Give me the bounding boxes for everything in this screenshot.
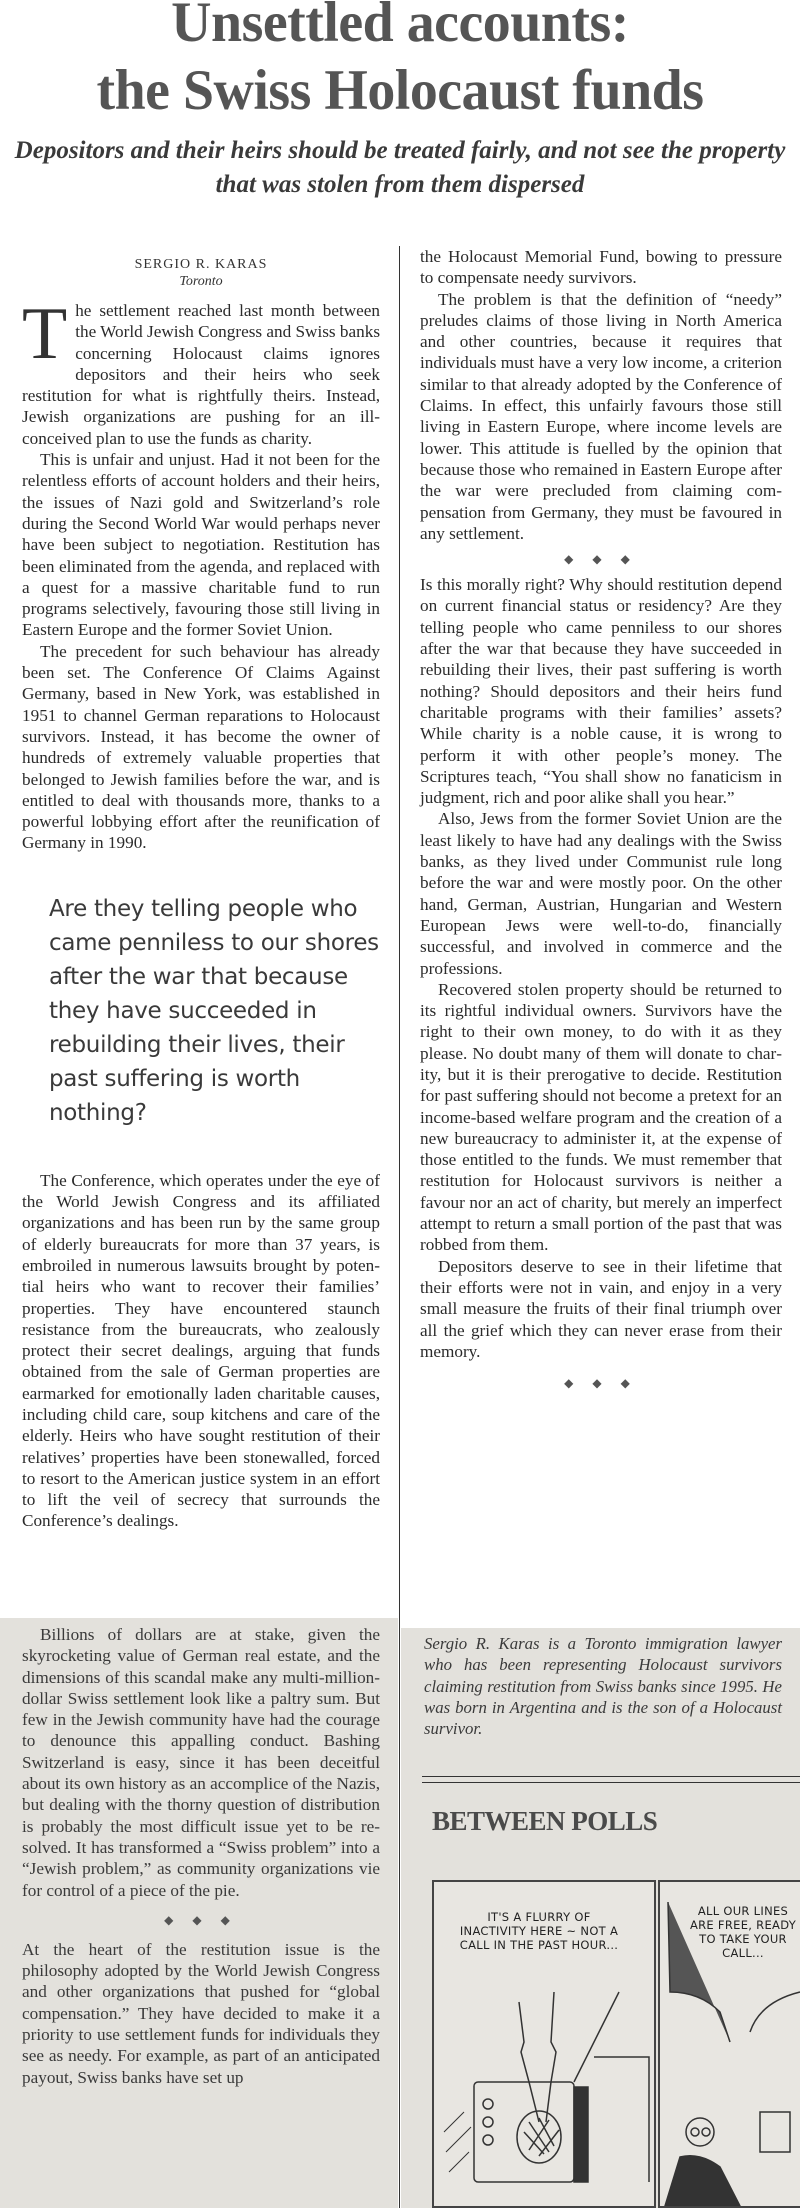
- deck-subheadline: Depositors and their heirs should be treated fairly, and not see the property that was stolen from them dispersed: [14, 137, 786, 198]
- double-rule: [422, 1776, 800, 1783]
- left-column: [22, 246, 380, 1532]
- cartoon-panel-2: [658, 1880, 800, 2208]
- paragraph: Depositors deserve to see in their lifetime that their efforts were not in vain, and enjoy in a very small measure the fruits of their final triumph over all the grief which they can never erase from their memory.: [420, 1256, 782, 1361]
- cartoon-panel-1: [432, 1880, 656, 2208]
- wall-line: [594, 2057, 649, 2182]
- paragraph: Also, Jews from the former Soviet Union are the least likely to have had any dealings with the Swiss banks, as they lived under Communist rule long before the war and were mostly poor. On the other hand, German, Austrian, Hungarian and Western European Jews were well-to-do, financially successful, and involved in commerce and the professions.: [420, 809, 782, 978]
- paragraph: Is this morally right? Why should restitution depend on current financial status or residency? Are they telling people who came penniless to our shores after the war that because they have succeeded in rebuilding their lives, their past suffering is worth nothing? Should depositors and their heirs fund charitable programs with their families’ assets? While charity is a noble cause, it is wrong to perform it with other people’s money. The Scriptures teach, “You shall show no fanaticism in judgment, rich and poor alike shall you hear.”: [420, 575, 782, 808]
- paragraph: Billions of dollars are at stake, given the skyrocketing value of German real estate, and the dimensions of this scandal make any multi-million-dollar Swiss settlement look like a paltry sum. But few in the Jewish community have had the courage to denounce this appalling conduct. Bashing Switzerland is easy, since it has been deceitful about its own history as an accomplice of the Nazis, but dealing with the thorny question of distribution is probably the most difficult issue yet to be resolved. It has transformed a “Swiss problem” into a “Jewish problem,” as community organizations vie for control of a piece of the pie.: [22, 1625, 380, 1900]
- cartoon-caption-1: IT'S A FLURRY OF INACTIVITY HERE ~ NOT A CALL IN THE PAST HOUR...: [459, 1910, 619, 1952]
- radio-illustration: [434, 1882, 654, 2206]
- pull-quote: Are they telling people who came penniless to our shores after the war that because they have succeeded in rebuilding their lives, their past suffering is worth nothing?: [49, 895, 379, 1126]
- byline: SERGIO R. KARAS: [134, 257, 268, 272]
- operator-illustration: [660, 1882, 800, 2206]
- radio-knob: [483, 2099, 493, 2109]
- right-column: [420, 246, 782, 1398]
- radio-side: [574, 2087, 588, 2182]
- chair-back: [668, 1902, 730, 2042]
- cartoon-caption-2: ALL OUR LINES ARE FREE, READY TO TAKE YOUR CALL...: [689, 1904, 797, 1960]
- hatching: [444, 2112, 471, 2172]
- speaker-grille: [524, 2118, 559, 2156]
- headline: [8, 0, 792, 124]
- paragraph: the Holocaust Memorial Fund, bowing to pressure to compensate needy survivors.: [420, 247, 782, 288]
- cartoon-title: BETWEEN POLLS: [432, 1806, 658, 1836]
- section-separator: ◆ ◆ ◆: [564, 552, 638, 567]
- phone-console: [760, 2112, 790, 2152]
- column-divider: [399, 246, 400, 2208]
- paragraph: The Conference, which operates under the eye of the World Jewish Congress and its affiliated organizations and has been run by the same group of elderly bureaucrats for more than 37 years, is embroiled in numerous lawsuits brought by potential heirs who want to recover their families’ properties. They have encountered staunch resistance from the bureaucrats, who zealously protect their secret dealings, arguing that funds obtained from the sale of German properties are earmarked for emotionally laden charitable causes, including child care, soup kitchens and care of the elderly. Heirs who have sought restitution of their relatives’ properties have been stonewalled, forced to resort to the American justice system in an effort to lift the veil of secrecy that surrounds the Conference’s dealings.: [22, 1170, 380, 1531]
- section-separator: ◆ ◆ ◆: [164, 1912, 238, 1927]
- radio-knob: [483, 2135, 493, 2145]
- phone-cord: [750, 1992, 800, 2032]
- glasses: [691, 2128, 699, 2136]
- drop-cap: T: [22, 293, 68, 375]
- dateline: Toronto: [179, 274, 223, 289]
- author-bio: Sergio R. Karas is a Toronto immigration lawyer who has been representing Holocaust survivors claiming restitution from Swiss banks since 1995. He was born in Argentina and is the son of a Holocaust survivor.: [424, 1634, 782, 1739]
- headline-line-1: Unsettled accounts:: [171, 0, 629, 54]
- paragraph: This is unfair and unjust. Had it not been for the relentless efforts of account holders and their heirs, the issues of Nazi gold and Switzerland’s role during the Second World War would perhaps never have been subject to negotiation. Restitution has been eliminated from the agenda, and replaced with a quest for a massive charitable fund to run programs selectively, favouring those still living in Eastern Europe and the former Soviet Union.: [22, 450, 380, 640]
- operator-body: [665, 2156, 740, 2206]
- sound-line: [546, 1992, 556, 2122]
- headline-line-2: the Swiss Holocaust funds: [96, 59, 704, 122]
- sound-line: [519, 2002, 539, 2122]
- paragraph: The problem is that the definition of “needy” preludes claims of those living in North America and other countries, because it requires that individuals must have a very low income, a criterion similar to that already adopted by the Conference of Claims. In effect, this unfairly favours those still living in Eastern Europe, where income levels are lower. This attitude is fuelled by the opinion that because those who remained in Eastern Europe after the war were precluded from claiming compensation from Germany, they must be favoured in any settlement.: [420, 289, 782, 543]
- paragraph-lead: The settlement reached last month between the World Jewish Congress and Swiss banks concerning Holocaust claims ignores depositors and their heirs who seek restitution for what is rightfully theirs. Instead, Jewish organizations are pushing for an ill-conceived plan to use the funds as charity.: [22, 293, 381, 448]
- paragraph: The precedent for such behaviour has already been set. The Conference Of Claims Against Germany, based in New York, was established in 1951 to channel German reparations to Holocaust survivors. Instead, it has become the owner of hundreds of extremely valuable properties that belonged to Jewish families before the war, and is entitled to deal with thousands more, thanks to a powerful lobbying effort after the reunification of Germany in 1990.: [22, 641, 380, 853]
- left-shaded-text: [22, 1624, 380, 2088]
- radio-knob: [483, 2117, 493, 2127]
- section-separator: ◆ ◆ ◆: [564, 1376, 638, 1391]
- glasses: [702, 2128, 710, 2136]
- radio-antenna: [574, 1992, 619, 2082]
- paragraph: Recovered stolen property should be returned to its rightful individual owners. Survivors have the right to their own money, to do with it as they please. No doubt many of them will donate to charity, but it is their prerogative to decide. Restitution for past suffering should not become a pretext for an income-based welfare program and the creation of a new bureaucracy to administer it, at the expense of those entitled to the funds. We must remember that restitution for Holocaust survivors is neither a favour nor an act of charity, but merely an imperfect attempt to return a small portion of the past that was robbed from them.: [420, 979, 782, 1255]
- paragraph: At the heart of the restitution issue is the philosophy adopted by the World Jewish Congress and other organizations that pushed for “global compensation.” They have decided to make it a priority to use settlement funds for individuals they see as needy. For example, as part of an anticipated payout, Swiss banks have set up: [22, 1939, 380, 2087]
- article-body: [0, 246, 800, 2208]
